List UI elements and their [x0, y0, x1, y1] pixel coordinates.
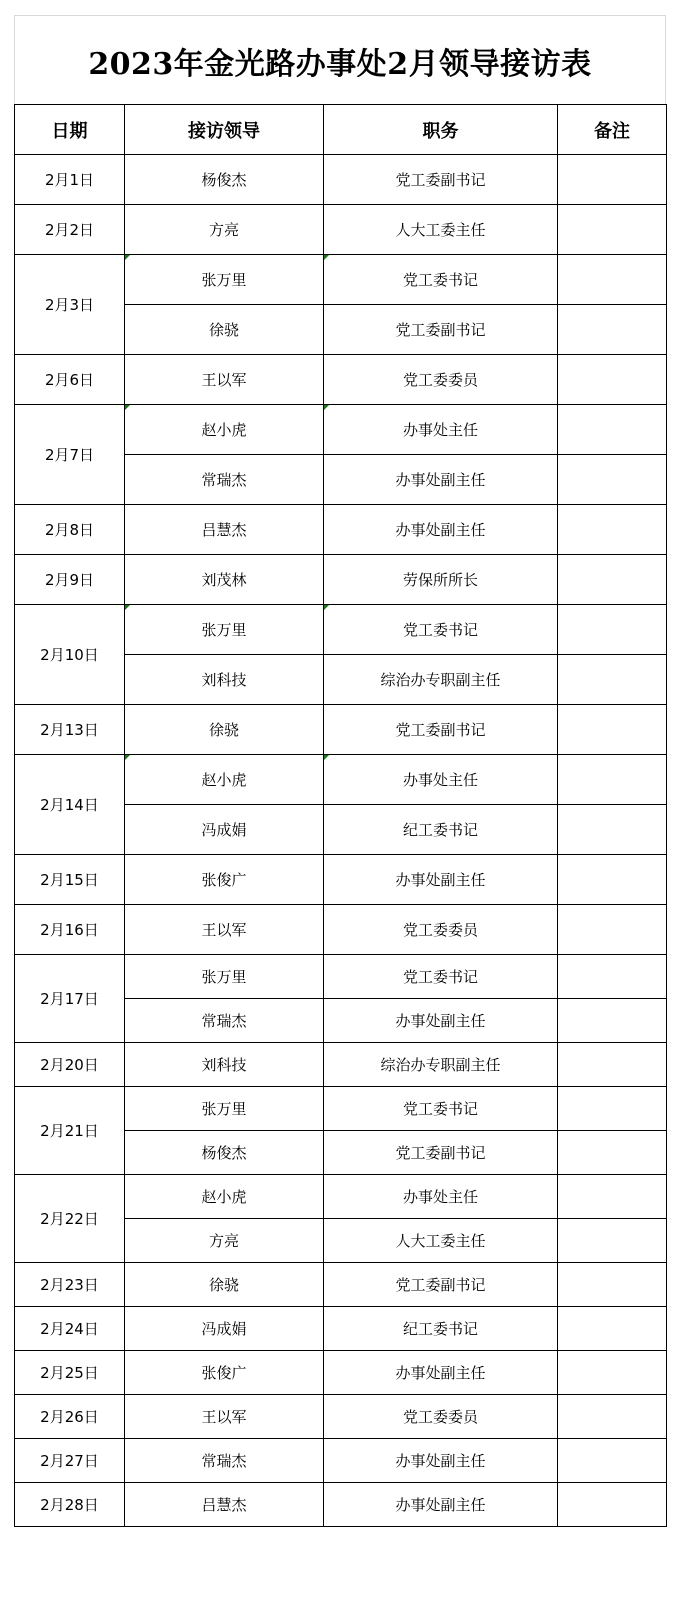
table-row	[15, 205, 667, 255]
date-cell: 2月20日	[15, 1043, 125, 1087]
leader-cell: 张万里	[125, 605, 324, 655]
schedule-table	[14, 104, 667, 1527]
header-position: 职务	[324, 105, 558, 155]
position-cell: 办事处副主任	[324, 1351, 558, 1395]
remark-cell	[558, 755, 667, 805]
position-cell: 党工委副书记	[324, 155, 558, 205]
remark-cell	[558, 855, 667, 905]
date-cell: 2月2日	[15, 205, 125, 255]
remark-cell	[558, 455, 667, 505]
remark-cell	[558, 999, 667, 1043]
leader-cell: 刘科技	[125, 655, 324, 705]
leader-cell: 徐骁	[125, 305, 324, 355]
leader-cell: 赵小虎	[125, 1175, 324, 1219]
position-cell: 党工委书记	[324, 955, 558, 999]
schedule-sheet	[14, 15, 666, 1587]
leader-cell: 王以军	[125, 355, 324, 405]
remark-cell	[558, 1395, 667, 1439]
leader-cell: 冯成娟	[125, 1307, 324, 1351]
position-cell: 办事处主任	[324, 1175, 558, 1219]
page-title: 2023年金光路办事处2月领导接访表	[14, 15, 666, 105]
position-cell: 党工委副书记	[324, 705, 558, 755]
leader-cell: 张万里	[125, 955, 324, 999]
remark-cell	[558, 1439, 667, 1483]
leader-cell: 张俊广	[125, 1351, 324, 1395]
position-cell: 党工委副书记	[324, 1131, 558, 1175]
leader-cell: 常瑞杰	[125, 455, 324, 505]
table-row	[15, 1307, 667, 1351]
header-date: 日期	[15, 105, 125, 155]
position-cell: 劳保所所长	[324, 555, 558, 605]
leader-cell: 徐骁	[125, 705, 324, 755]
table-row	[15, 355, 667, 405]
date-cell: 2月8日	[15, 505, 125, 555]
remark-cell	[558, 1043, 667, 1087]
leader-cell: 刘茂林	[125, 555, 324, 605]
schedule-body	[15, 155, 667, 1527]
remark-cell	[558, 355, 667, 405]
remark-cell	[558, 1219, 667, 1263]
position-cell: 党工委副书记	[324, 305, 558, 355]
date-cell: 2月28日	[15, 1483, 125, 1527]
table-row	[15, 605, 667, 655]
position-cell: 纪工委书记	[324, 1307, 558, 1351]
remark-cell	[558, 405, 667, 455]
position-cell: 人大工委主任	[324, 205, 558, 255]
table-row	[15, 705, 667, 755]
header-remark: 备注	[558, 105, 667, 155]
table-row	[15, 255, 667, 305]
date-cell: 2月7日	[15, 405, 125, 505]
date-cell: 2月1日	[15, 155, 125, 205]
date-cell: 2月23日	[15, 1263, 125, 1307]
table-row	[15, 1483, 667, 1527]
position-cell: 办事处副主任	[324, 1483, 558, 1527]
table-row	[15, 1263, 667, 1307]
date-cell: 2月17日	[15, 955, 125, 1043]
table-row	[15, 1043, 667, 1087]
date-cell: 2月14日	[15, 755, 125, 855]
position-cell: 党工委副书记	[324, 1263, 558, 1307]
leader-cell: 吕慧杰	[125, 1483, 324, 1527]
leader-cell: 徐骁	[125, 1263, 324, 1307]
leader-cell: 张万里	[125, 1087, 324, 1131]
table-row	[15, 905, 667, 955]
position-cell: 党工委委员	[324, 355, 558, 405]
remark-cell	[558, 655, 667, 705]
leader-cell: 常瑞杰	[125, 999, 324, 1043]
leader-cell: 常瑞杰	[125, 1439, 324, 1483]
remark-cell	[558, 255, 667, 305]
position-cell: 办事处副主任	[324, 505, 558, 555]
leader-cell: 杨俊杰	[125, 155, 324, 205]
remark-cell	[558, 305, 667, 355]
position-cell: 综治办专职副主任	[324, 655, 558, 705]
table-row	[15, 1087, 667, 1131]
table-row	[15, 505, 667, 555]
position-cell: 纪工委书记	[324, 805, 558, 855]
remark-cell	[558, 805, 667, 855]
table-row	[15, 1395, 667, 1439]
date-cell: 2月16日	[15, 905, 125, 955]
table-row	[15, 1439, 667, 1483]
date-cell: 2月24日	[15, 1307, 125, 1351]
date-cell: 2月10日	[15, 605, 125, 705]
remark-cell	[558, 605, 667, 655]
date-cell: 2月6日	[15, 355, 125, 405]
position-cell: 党工委委员	[324, 905, 558, 955]
date-cell: 2月27日	[15, 1439, 125, 1483]
remark-cell	[558, 905, 667, 955]
remark-cell	[558, 155, 667, 205]
date-cell: 2月22日	[15, 1175, 125, 1263]
remark-cell	[558, 505, 667, 555]
table-row	[15, 1175, 667, 1219]
position-cell: 办事处主任	[324, 755, 558, 805]
remark-cell	[558, 1307, 667, 1351]
leader-cell: 王以军	[125, 1395, 324, 1439]
leader-cell: 吕慧杰	[125, 505, 324, 555]
remark-cell	[558, 555, 667, 605]
table-row	[15, 155, 667, 205]
remark-cell	[558, 1263, 667, 1307]
leader-cell: 冯成娟	[125, 805, 324, 855]
leader-cell: 王以军	[125, 905, 324, 955]
position-cell: 党工委委员	[324, 1395, 558, 1439]
header-row	[15, 105, 667, 155]
header-leader: 接访领导	[125, 105, 324, 155]
leader-cell: 杨俊杰	[125, 1131, 324, 1175]
table-row	[15, 405, 667, 455]
date-cell: 2月26日	[15, 1395, 125, 1439]
remark-cell	[558, 705, 667, 755]
remark-cell	[558, 955, 667, 999]
remark-cell	[558, 1087, 667, 1131]
leader-cell: 赵小虎	[125, 755, 324, 805]
table-row	[15, 555, 667, 605]
position-cell: 党工委书记	[324, 1087, 558, 1131]
date-cell: 2月25日	[15, 1351, 125, 1395]
date-cell: 2月21日	[15, 1087, 125, 1175]
remark-cell	[558, 1483, 667, 1527]
table-row	[15, 1351, 667, 1395]
position-cell: 综治办专职副主任	[324, 1043, 558, 1087]
table-row	[15, 855, 667, 905]
table-row	[15, 755, 667, 805]
leader-cell: 方亮	[125, 1219, 324, 1263]
remark-cell	[558, 1351, 667, 1395]
position-cell: 党工委书记	[324, 255, 558, 305]
date-cell: 2月15日	[15, 855, 125, 905]
position-cell: 党工委书记	[324, 605, 558, 655]
remark-cell	[558, 1131, 667, 1175]
position-cell: 办事处主任	[324, 405, 558, 455]
date-cell: 2月13日	[15, 705, 125, 755]
leader-cell: 张俊广	[125, 855, 324, 905]
remark-cell	[558, 1175, 667, 1219]
leader-cell: 张万里	[125, 255, 324, 305]
position-cell: 办事处副主任	[324, 455, 558, 505]
table-row	[15, 955, 667, 999]
position-cell: 办事处副主任	[324, 1439, 558, 1483]
position-cell: 人大工委主任	[324, 1219, 558, 1263]
remark-cell	[558, 205, 667, 255]
date-cell: 2月3日	[15, 255, 125, 355]
leader-cell: 方亮	[125, 205, 324, 255]
position-cell: 办事处副主任	[324, 855, 558, 905]
leader-cell: 刘科技	[125, 1043, 324, 1087]
position-cell: 办事处副主任	[324, 999, 558, 1043]
leader-cell: 赵小虎	[125, 405, 324, 455]
date-cell: 2月9日	[15, 555, 125, 605]
